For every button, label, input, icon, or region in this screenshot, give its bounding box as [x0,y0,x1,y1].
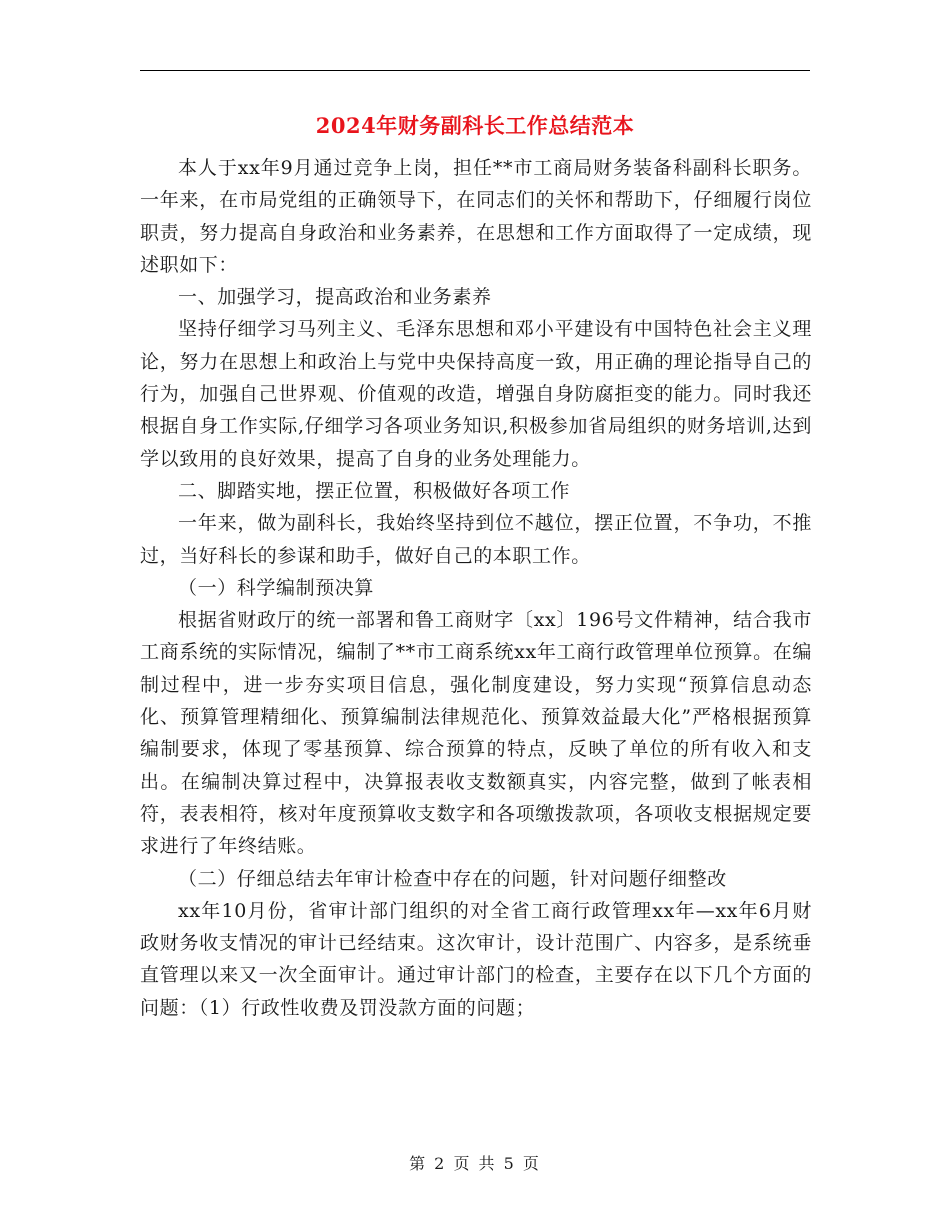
subsection-heading-2: （二）仔细总结去年审计检查中存在的问题，针对问题仔细整改 [178,867,727,890]
paragraph-intro: 本人于xx年9月通过竞争上岗，担任**市工商局财务装备科副科长职务。一年来，在市局党组的正确领导下，在同志们的关怀和帮助下，仔细履行岗位职责，努力提高自身政治和业务素养，在思想和工作方面取得了一定成绩，现述职如下： [140,157,812,276]
document-body [140,152,812,1024]
paragraph-role: 一年来，做为副科长，我始终坚持到位不越位，摆正位置，不争功，不推过，当好科长的参谋和助手，做好自己的本职工作。 [140,512,812,567]
header-rule [140,70,810,71]
section-heading-2: 二、脚踏实地，摆正位置，积极做好各项工作 [178,479,571,502]
paragraph-budget: 根据省财政厅的统一部署和鲁工商财字〔xx〕196号文件精神，结合我市工商系统的实际情况，编制了**市工商系统xx年工商行政管理单位预算。在编制过程中，进一步夯实项目信息，强化制度建设，努力实现“预算信息动态化、预算管理精细化、预算编制法律规范化、预算效益最大化”严格根据预算编制要求，体现了零基预算、综合预算的特点，反映了单位的所有收入和支出。在编制决算过程中，决算报表收支数额真实，内容完整，做到了帐表相符，表表相符，核对年度预算收支数字和各项缴拨款项，各项收支根据规定要求进行了年终结账。 [140,609,812,858]
section-heading-1: 一、加强学习，提高政治和业务素养 [178,286,492,309]
paragraph-audit: xx年10月份，省审计部门组织的对全省工商行政管理xx年—xx年6月财政财务收支情况的审计已经结束。这次审计，设计范围广、内容多，是系统垂直管理以来又一次全面审计。通过审计部门的检查，主要存在以下几个方面的问题：（1）行政性收费及罚没款方面的问题； [140,899,812,1019]
document-title: 2024年财务副科长工作总结范本 [315,113,635,138]
subsection-heading-1: （一）科学编制预决算 [178,576,375,599]
page-footer: 第 2 页 共 5 页 [409,1154,541,1173]
paragraph-study: 坚持仔细学习马列主义、毛泽东思想和邓小平建设有中国特色社会主义理论，努力在思想上和政治上与党中央保持高度一致，用正确的理论指导自己的行为，加强自己世界观、价值观的改造，增强自身防腐拒变的能力。同时我还根据自身工作实际,仔细学习各项业务知识,积极参加省局组织的财务培训,达到学以致用的良好效果，提高了自身的业务处理能力。 [140,318,812,470]
